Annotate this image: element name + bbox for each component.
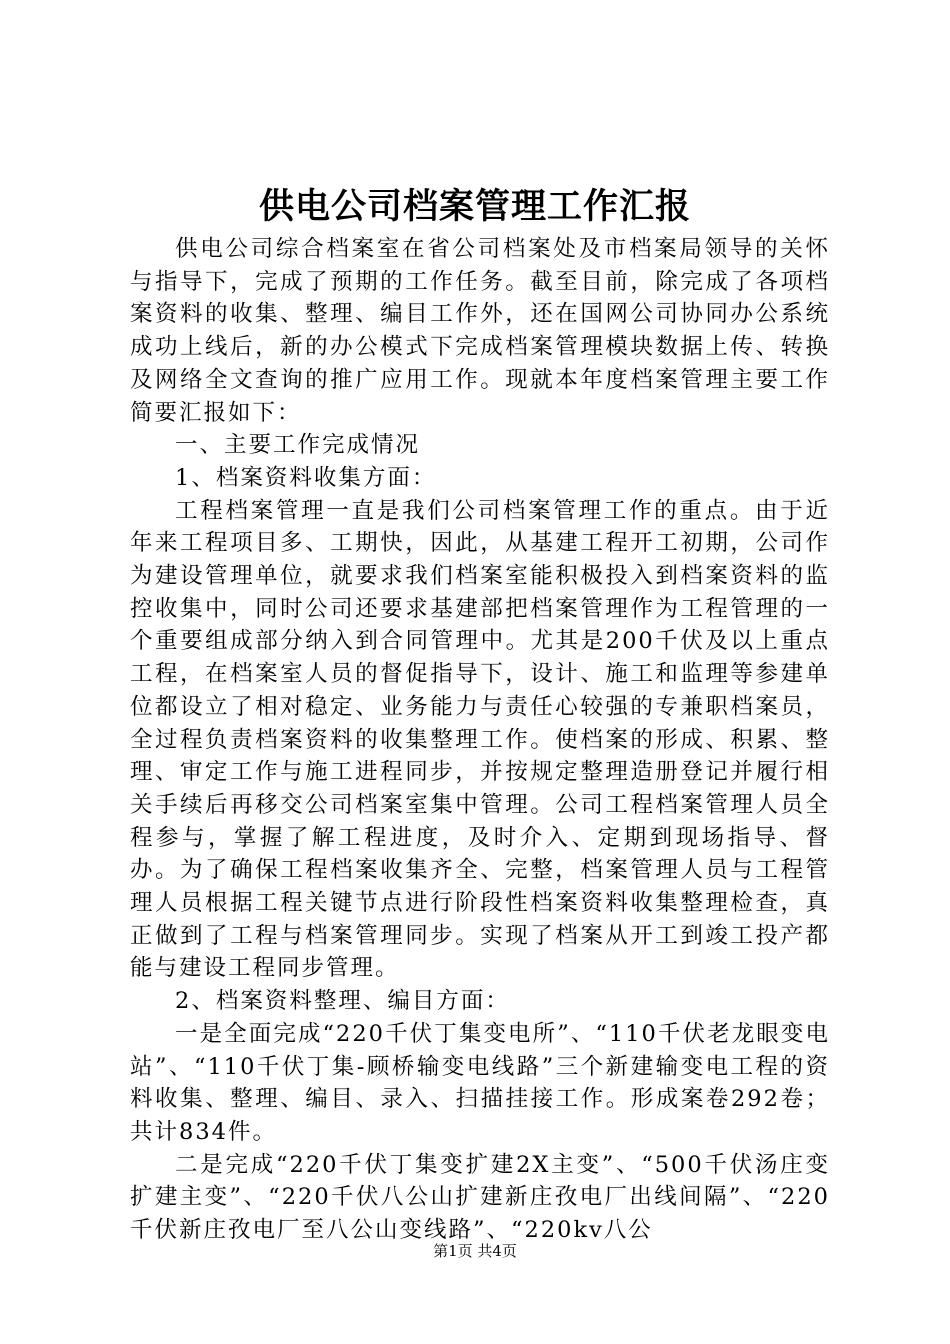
intro-paragraph: 供电公司综合档案室在省公司档案处及市档案局领导的关怀与指导下，完成了预期的工作任务。截至目前，除完成了各项档案资料的收集、整理、编目工作外，还在国网公司协同办公系统成功上线后，新的办公模式下完成档案管理模块数据上传、转换及网络全文查询的推广应用工作。现就本年度档案管理主要工作简要汇报如下：	[130, 236, 830, 426]
document-body	[130, 233, 830, 1247]
page-number-footer: 第1页 共4页	[433, 1242, 517, 1260]
subsection-heading-cataloging: 2、档案资料整理、编目方面：	[175, 988, 510, 1015]
section-heading-main-work: 一、主要工作完成情况	[175, 432, 421, 459]
cataloging-paragraph-2: 二是完成“220千伏丁集变扩建2X主变”、“500千伏汤庄变扩建主变”、“220千伏八公山扩建新庄孜电厂出线间隔”、“220千伏新庄孜电厂至八公山变线路”、“220kv八公	[130, 1151, 830, 1244]
cataloging-paragraph-1: 一是全面完成“220千伏丁集变电所”、“110千伏老龙眼变电站”、“110千伏丁集-顾桥输变电线路”三个新建输变电工程的资料收集、整理、编目、录入、扫描挂接工作。形成案卷292卷；共计834件。	[130, 1020, 830, 1145]
subsection-heading-collection: 1、档案资料收集方面：	[175, 464, 437, 491]
collection-paragraph: 工程档案管理一直是我们公司档案管理工作的重点。由于近年来工程项目多、工期快，因此，从基建工程开工初期，公司作为建设管理单位，就要求我们档案室能积极投入到档案资料的监控收集中，同时公司还要求基建部把档案管理作为工程管理的一个重要组成部分纳入到合同管理中。尤其是200千伏及以上重点工程，在档案室人员的督促指导下，设计、施工和监理等参建单位都设立了相对稳定、业务能力与责任心较强的专兼职档案员，全过程负责档案资料的收集整理工作。使档案的形成、积累、整理、审定工作与施工进程同步，并按规定整理造册登记并履行相关手续后再移交公司档案室集中管理。公司工程档案管理人员全程参与，掌握了解工程进度，及时介入、定期到现场指导、督办。为了确保工程档案收集齐全、完整，档案管理人员与工程管理人员根据工程关键节点进行阶段性档案资料收集整理检查，真正做到了工程与档案管理同步。实现了档案从开工到竣工投产都能与建设工程同步管理。	[130, 497, 830, 982]
document-title: 供电公司档案管理工作汇报	[258, 186, 691, 227]
